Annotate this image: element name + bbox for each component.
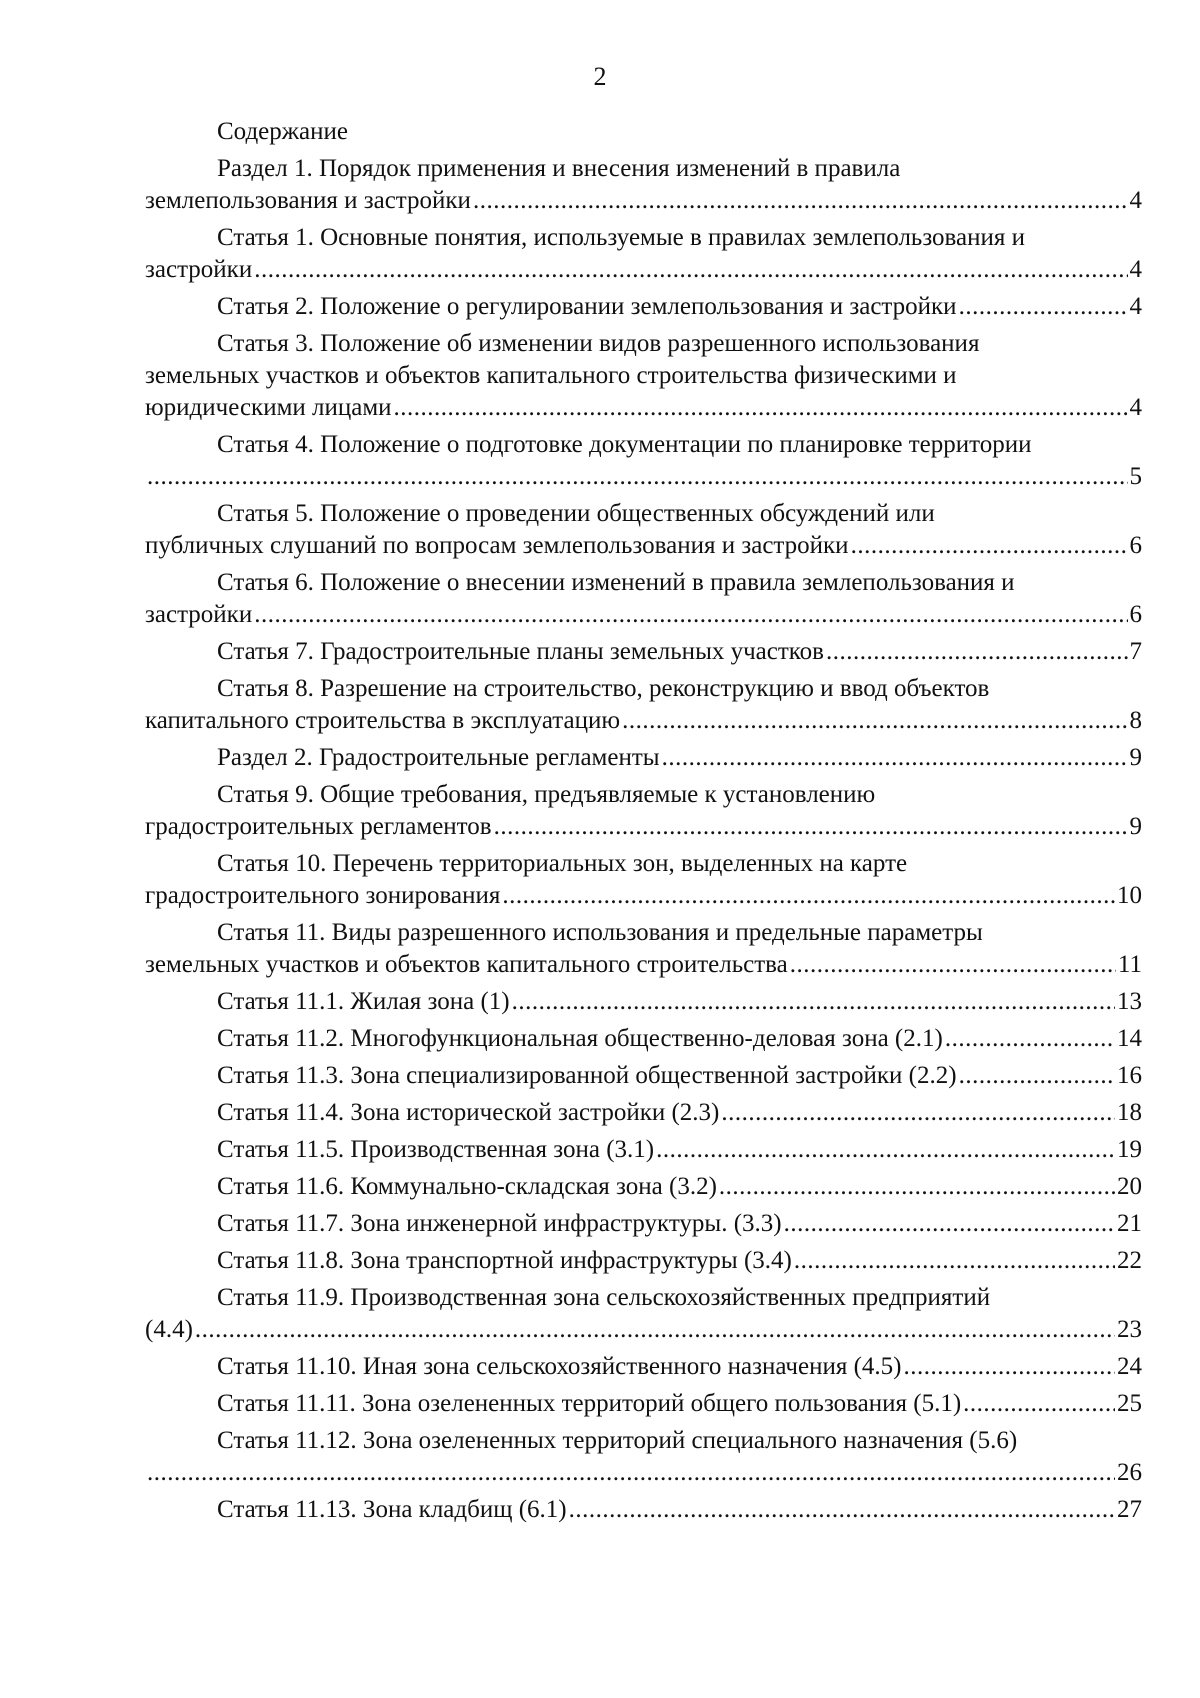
dot-leader: [502, 880, 1115, 912]
dot-leader: [719, 1171, 1115, 1203]
toc-entry-last-line: [145, 1097, 1142, 1129]
toc-entry-text: градостроительных регламентов: [145, 813, 492, 840]
toc-page-number: 21: [1117, 1210, 1142, 1237]
toc-entry-last-line: [145, 1314, 1142, 1346]
dot-leader: [959, 1060, 1115, 1092]
dot-leader: [945, 1023, 1115, 1055]
dot-leader: [512, 986, 1115, 1018]
toc-entry-text: Раздел 2. Градостроительные регламенты: [217, 744, 660, 771]
toc-entry[interactable]: [145, 153, 1142, 217]
toc-entry[interactable]: [145, 291, 1142, 323]
toc-entry[interactable]: [145, 567, 1142, 631]
toc-entry-text: Статья 6. Положение о внесении изменений в правила землепользования и: [217, 569, 1015, 596]
toc-entry-text: Статья 11.10. Иная зона сельскохозяйственного назначения (4.5): [217, 1353, 902, 1380]
toc-entry-text: застройки: [145, 256, 253, 283]
dot-leader: [794, 1245, 1115, 1277]
toc-page-number: 10: [1117, 882, 1142, 909]
toc-entry[interactable]: [145, 1060, 1142, 1092]
toc-entry-text: Статья 11.9. Производственная зона сельскохозяйственных предприятий: [217, 1284, 991, 1311]
toc-entry-last-line: [145, 1388, 1142, 1420]
toc-entry-last-line: [145, 742, 1142, 774]
toc-entry-last-line: [145, 949, 1142, 981]
dot-leader: [959, 291, 1128, 323]
toc-entry-text: Статья 11. Виды разрешенного использования и предельные параметры: [217, 919, 983, 946]
table-of-contents: [145, 116, 1142, 1531]
dot-leader: [254, 599, 1127, 631]
toc-entry-text: Статья 11.5. Производственная зона (3.1): [217, 1136, 655, 1163]
dot-leader: [790, 949, 1116, 981]
toc-entry[interactable]: [145, 1245, 1142, 1277]
toc-entry-text: Статья 11.1. Жилая зона (1): [217, 988, 510, 1015]
toc-entry-text: Статья 11.8. Зона транспортной инфраструктуры (3.4): [217, 1247, 792, 1274]
toc-entry[interactable]: [145, 779, 1142, 843]
toc-entry-text: застройки: [145, 601, 253, 628]
toc-entry-last-line: [145, 705, 1142, 737]
toc-entry-text: Статья 11.13. Зона кладбищ (6.1): [217, 1496, 567, 1523]
toc-entry-text: Статья 11.11. Зона озелененных территорий общего пользования (5.1): [217, 1390, 962, 1417]
toc-entry-last-line: [145, 1351, 1142, 1383]
toc-entry-text: Раздел 1. Порядок применения и внесения изменений в правила: [217, 155, 901, 182]
toc-entry-text: Статья 2. Положение о регулировании землепользования и застройки: [217, 293, 957, 320]
toc-page-number: 14: [1117, 1025, 1142, 1052]
toc-entry[interactable]: [145, 1494, 1142, 1526]
toc-entry-last-line: [145, 880, 1142, 912]
toc-page-number: 19: [1117, 1136, 1142, 1163]
toc-page-number: 4: [1129, 187, 1142, 214]
dot-leader: [721, 1097, 1115, 1129]
toc-entry-last-line: [145, 986, 1142, 1018]
toc-entry[interactable]: [145, 328, 1142, 424]
toc-entry-text: Статья 11.4. Зона исторической застройки (2.3): [217, 1099, 720, 1126]
dot-leader: [656, 1134, 1115, 1166]
toc-page-number: 27: [1117, 1496, 1142, 1523]
toc-entry-last-line: [145, 1494, 1142, 1526]
toc-entry-text: Статья 5. Положение о проведении общественных обсуждений или: [217, 500, 935, 527]
dot-leader: [394, 392, 1128, 424]
toc-entry-text: Статья 11.12. Зона озелененных территорий специального назначения (5.6): [217, 1427, 1018, 1454]
dot-leader: [473, 185, 1128, 217]
toc-entry-last-line: [145, 291, 1142, 323]
toc-entry-last-line: [145, 1457, 1142, 1489]
toc-entry-text: Статья 3. Положение об изменении видов разрешенного использования: [217, 330, 980, 357]
dot-leader: [254, 254, 1127, 286]
toc-entry[interactable]: [145, 673, 1142, 737]
toc-page-number: 22: [1117, 1247, 1142, 1274]
toc-page-number: 4: [1129, 293, 1142, 320]
toc-page-number: 6: [1129, 532, 1142, 559]
toc-entry-text: Статья 9. Общие требования, предъявляемые к установлению: [217, 781, 876, 808]
toc-entry-last-line: [145, 1134, 1142, 1166]
toc-page-number: 26: [1117, 1459, 1142, 1486]
toc-entry-text: земельных участков и объектов капитального строительства физическими и: [145, 362, 957, 389]
dot-leader: [904, 1351, 1116, 1383]
dot-leader: [147, 461, 1128, 493]
toc-entry-last-line: [145, 636, 1142, 668]
toc-entry-text: Статья 1. Основные понятия, используемые в правилах землепользования и: [217, 224, 1026, 251]
toc-entry-text: Статья 7. Градостроительные планы земельных участков: [217, 638, 824, 665]
toc-page-number: 24: [1117, 1353, 1142, 1380]
toc-entry-text: капитального строительства в эксплуатацию: [145, 707, 621, 734]
dot-leader: [784, 1208, 1115, 1240]
dot-leader: [494, 811, 1128, 843]
dot-leader: [963, 1388, 1115, 1420]
page-number: 2: [593, 62, 607, 91]
toc-entry-text: землепользования и застройки: [145, 187, 471, 214]
toc-entry-text: Статья 11.2. Многофункциональная общественно-деловая зона (2.1): [217, 1025, 943, 1052]
toc-entry-last-line: [145, 599, 1142, 631]
toc-entry-last-line: [145, 1060, 1142, 1092]
toc-entry-text: Статья 10. Перечень территориальных зон, выделенных на карте: [217, 850, 908, 877]
toc-entry-text: (4.4): [145, 1316, 193, 1343]
toc-title: Содержание: [217, 118, 348, 145]
toc-page-number: 6: [1129, 601, 1142, 628]
dot-leader: [662, 742, 1128, 774]
toc-entry[interactable]: [145, 1282, 1142, 1346]
toc-entry-text: Статья 11.7. Зона инженерной инфраструктуры. (3.3): [217, 1210, 782, 1237]
dot-leader: [826, 636, 1128, 668]
toc-entry[interactable]: [145, 742, 1142, 774]
toc-entry[interactable]: [145, 1023, 1142, 1055]
dot-leader: [195, 1314, 1115, 1346]
toc-page-number: 8: [1129, 707, 1142, 734]
toc-entry-last-line: [145, 392, 1142, 424]
toc-entry-last-line: [145, 530, 1142, 562]
toc-entry-last-line: [145, 811, 1142, 843]
toc-entry-text: публичных слушаний по вопросам землепользования и застройки: [145, 532, 849, 559]
toc-entry[interactable]: [145, 1425, 1142, 1489]
toc-page-number: 13: [1117, 988, 1142, 1015]
toc-entry-text: Статья 4. Положение о подготовке документации по планировке территории: [217, 431, 1032, 458]
toc-entry-text: Статья 11.6. Коммунально-складская зона (3.2): [217, 1173, 717, 1200]
toc-entry-last-line: [145, 461, 1142, 493]
toc-entry-text: земельных участков и объектов капитального строительства: [145, 951, 788, 978]
toc-page-number: 9: [1129, 813, 1142, 840]
toc-page-number: 5: [1129, 463, 1142, 490]
toc-entry-last-line: [145, 1208, 1142, 1240]
toc-entry[interactable]: [145, 1134, 1142, 1166]
toc-entry[interactable]: [145, 222, 1142, 286]
toc-entry[interactable]: [145, 986, 1142, 1018]
toc-entry-text: Статья 11.3. Зона специализированной общественной застройки (2.2): [217, 1062, 957, 1089]
toc-entry[interactable]: [145, 498, 1142, 562]
dot-leader: [622, 705, 1127, 737]
toc-entry-last-line: [145, 185, 1142, 217]
toc-page-number: 16: [1117, 1062, 1142, 1089]
toc-page-number: 9: [1129, 744, 1142, 771]
toc-entry-last-line: [145, 1245, 1142, 1277]
toc-entry[interactable]: [145, 1351, 1142, 1383]
toc-page-number: 4: [1129, 256, 1142, 283]
toc-page-number: 23: [1117, 1316, 1142, 1343]
dot-leader: [569, 1494, 1115, 1526]
toc-entry-text: Статья 8. Разрешение на строительство, реконструкцию и ввод объектов: [217, 675, 990, 702]
toc-entry-last-line: [145, 1171, 1142, 1203]
toc-page-number: 11: [1117, 951, 1142, 978]
toc-entry[interactable]: [145, 848, 1142, 912]
toc-entry[interactable]: [145, 636, 1142, 668]
toc-page-number: 20: [1117, 1173, 1142, 1200]
toc-entry[interactable]: [145, 1097, 1142, 1129]
toc-entry[interactable]: [145, 1388, 1142, 1420]
toc-entry-text: градостроительного зонирования: [145, 882, 501, 909]
toc-entry[interactable]: [145, 1208, 1142, 1240]
toc-page-number: 7: [1129, 638, 1142, 665]
toc-entry[interactable]: [145, 429, 1142, 493]
dot-leader: [147, 1457, 1115, 1489]
toc-entry[interactable]: [145, 1171, 1142, 1203]
toc-entry[interactable]: [145, 917, 1142, 981]
toc-page-number: 25: [1117, 1390, 1142, 1417]
dot-leader: [851, 530, 1128, 562]
toc-entry-text: юридическими лицами: [145, 394, 392, 421]
toc-entry-last-line: [145, 1023, 1142, 1055]
toc-entry-last-line: [145, 254, 1142, 286]
toc-page-number: 4: [1129, 394, 1142, 421]
toc-page-number: 18: [1117, 1099, 1142, 1126]
